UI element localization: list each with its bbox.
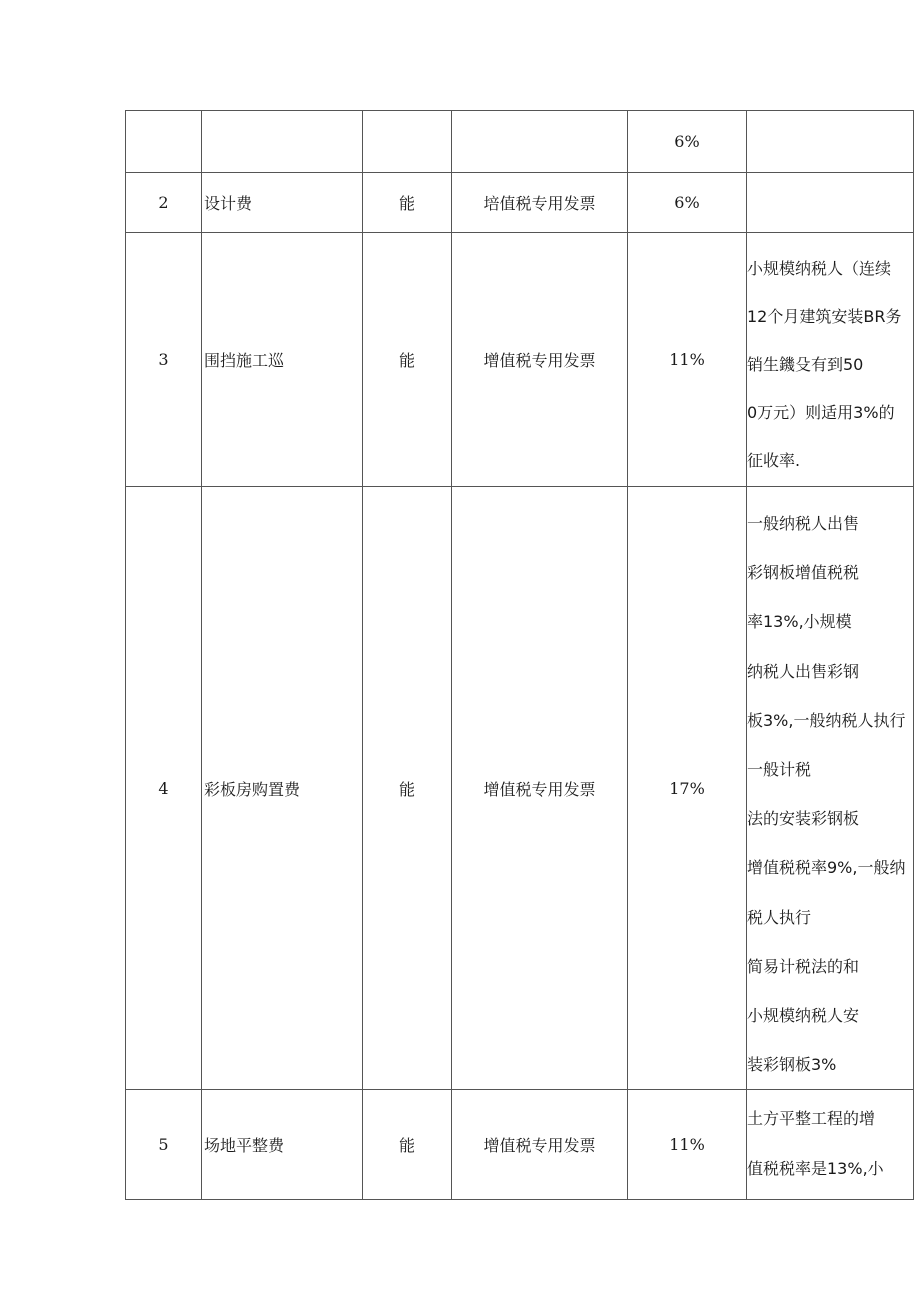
remark [747, 487, 914, 1090]
table-row [126, 487, 914, 1090]
remark-line: 一般计税 [747, 760, 812, 780]
tax-rate: 6% [628, 111, 747, 173]
row-number [126, 111, 202, 173]
tax-rate: 17% [628, 487, 747, 1090]
tax-deduction-table [125, 110, 914, 1200]
table-row [126, 1090, 914, 1200]
fee-name [202, 111, 363, 173]
deductible-flag [363, 111, 452, 173]
remark-line: 土方平整工程的增 [747, 1109, 876, 1129]
remark-line: 12个月建筑安装BR务 [747, 307, 902, 326]
invoice-type: 增值税专用发票 [452, 233, 628, 487]
remark-line: 征收率. [747, 451, 801, 470]
remark-line: 小规模纳税人安 [747, 1006, 860, 1026]
remark [747, 173, 914, 233]
remark-line: 彩钢板增值税税 [747, 563, 860, 583]
remark-line: 简易计税法的和 [747, 956, 860, 976]
deductible-flag: 能 [363, 233, 452, 487]
remark-line: 0万元）则适用3%的 [747, 403, 895, 422]
remark-line: 增值税税率9%,一般纳 [747, 858, 906, 878]
remark-line: 纳税人出售彩钢 [747, 661, 860, 681]
remark-line: 销生鐖殳有到50 [747, 355, 864, 374]
deductible-flag: 能 [363, 487, 452, 1090]
deductible-flag: 能 [363, 173, 452, 233]
tax-rate: 6% [628, 173, 747, 233]
remark-line: 税人执行 [747, 907, 812, 927]
remark-line: 一般纳税人出售 [747, 514, 860, 533]
deductible-flag: 能 [363, 1090, 452, 1200]
remark-line: 率13%,小规模 [747, 612, 852, 632]
table-row [126, 111, 914, 173]
table-row [126, 233, 914, 487]
remark [747, 233, 914, 487]
invoice-type [452, 111, 628, 173]
fee-name: 设计费 [202, 173, 363, 233]
fee-name: 彩板房购置费 [202, 487, 363, 1090]
row-number: 2 [126, 173, 202, 233]
fee-name: 场地平整费 [202, 1090, 363, 1200]
invoice-type: 增值税专用发票 [452, 487, 628, 1090]
fee-name: 围挡施工巡 [202, 233, 363, 487]
remark-line: 装彩钢板3% [747, 1055, 837, 1075]
invoice-type: 培值税专用发票 [452, 173, 628, 233]
remark-line: 板3%,一般纳税人执行 [747, 710, 906, 730]
remark [747, 1090, 914, 1200]
remark-line: 值税税率是13%,小 [747, 1159, 884, 1179]
row-number: 5 [126, 1090, 202, 1200]
remark-line: 法的安装彩钢板 [747, 809, 860, 829]
table-row [126, 173, 914, 233]
remark-line: 小规模纳税人（连续 [747, 259, 892, 278]
row-number: 4 [126, 487, 202, 1090]
tax-rate: 11% [628, 233, 747, 487]
invoice-type: 增值税专用发票 [452, 1090, 628, 1200]
row-number: 3 [126, 233, 202, 487]
remark [747, 111, 914, 173]
tax-rate: 11% [628, 1090, 747, 1200]
